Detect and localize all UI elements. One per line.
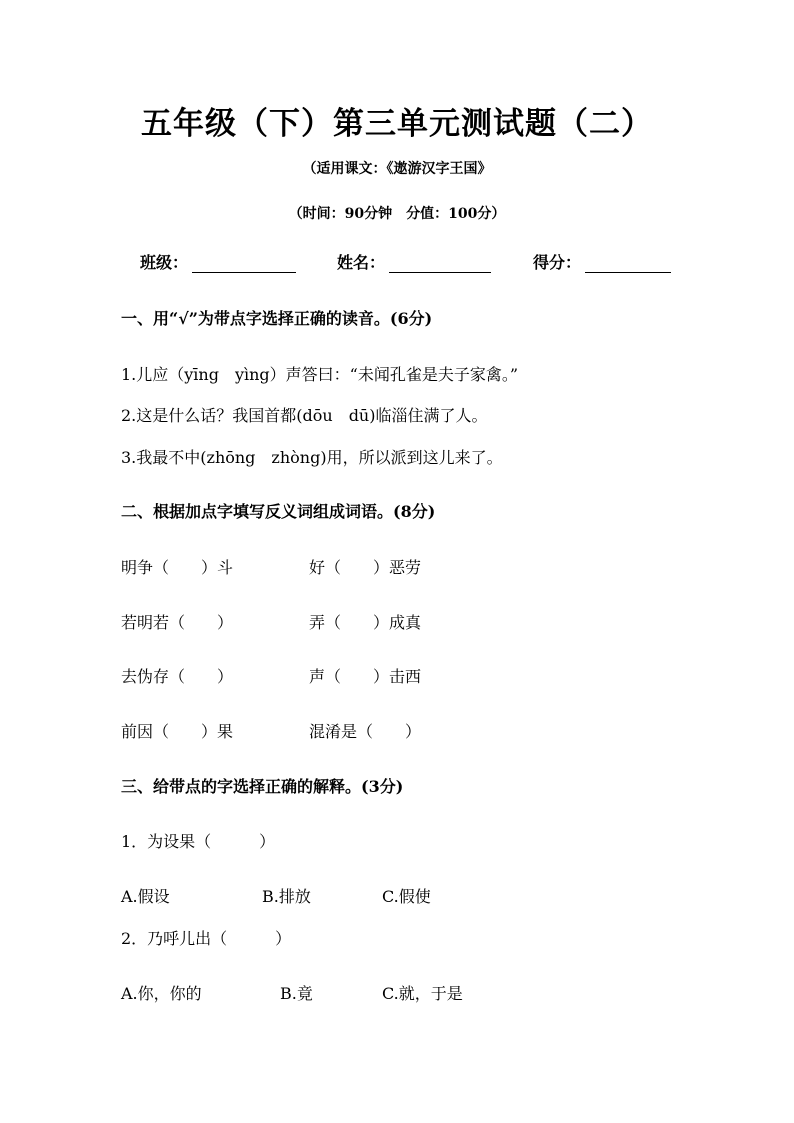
idiom-item: 前因（ ）果 — [121, 722, 234, 741]
name-blank[interactable] — [389, 254, 491, 273]
section1-item: 1.儿应（yīng yìng）声答曰：“未闻孔雀是夫子家禽。” — [121, 365, 519, 384]
score-blank[interactable] — [585, 254, 671, 273]
name-field — [337, 250, 491, 273]
time-info: （时间：90分钟 分值：100分） — [288, 206, 506, 222]
idiom-item: 明争（ ）斗 — [121, 558, 234, 577]
section3-q2-option-b: B.竟 — [280, 984, 313, 1003]
section3-q2-stem: 2．乃呼儿出（ ） — [121, 929, 292, 948]
idiom-item: 混淆是（ ） — [309, 722, 422, 741]
idiom-item: 声（ ）击西 — [309, 667, 422, 686]
subtitle: （适用课文：《遨游汉字王国》 — [302, 161, 492, 177]
class-blank[interactable] — [192, 254, 296, 273]
section3-q1-option-a: A.假设 — [121, 887, 170, 906]
score-label: 得分： — [533, 253, 582, 272]
score-field — [533, 250, 671, 273]
section3-q1-stem: 1．为设果（ ） — [121, 832, 276, 851]
page-title: 五年级（下）第三单元测试题（二） — [141, 106, 653, 142]
idiom-item: 好（ ）恶劳 — [309, 558, 422, 577]
class-field — [140, 250, 296, 273]
name-label: 姓名： — [337, 253, 386, 272]
section3-q2-option-c: C.就，于是 — [382, 984, 463, 1003]
section3-q1-option-c: C.假使 — [382, 887, 431, 906]
section3-q1-option-b: B.排放 — [262, 887, 311, 906]
section1-item: 3.我最不中(zhōng zhòng)用，所以派到这儿来了。 — [121, 448, 503, 467]
section3-heading: 三、给带点的字选择正确的解释。(3分) — [121, 777, 404, 796]
idiom-item: 去伪存（ ） — [121, 667, 234, 686]
section1-item: 2.这是什么话？我国首都(dōu dū)临淄住满了人。 — [121, 406, 488, 425]
section3-q2-option-a: A.你，你的 — [121, 984, 202, 1003]
idiom-item: 弄（ ）成真 — [309, 613, 422, 632]
idiom-item: 若明若（ ） — [121, 613, 234, 632]
section2-heading: 二、根据加点字填写反义词组成词语。(8分) — [121, 502, 436, 521]
section1-heading: 一、用“√”为带点字选择正确的读音。(6分) — [121, 309, 433, 328]
class-label: 班级： — [140, 253, 189, 272]
